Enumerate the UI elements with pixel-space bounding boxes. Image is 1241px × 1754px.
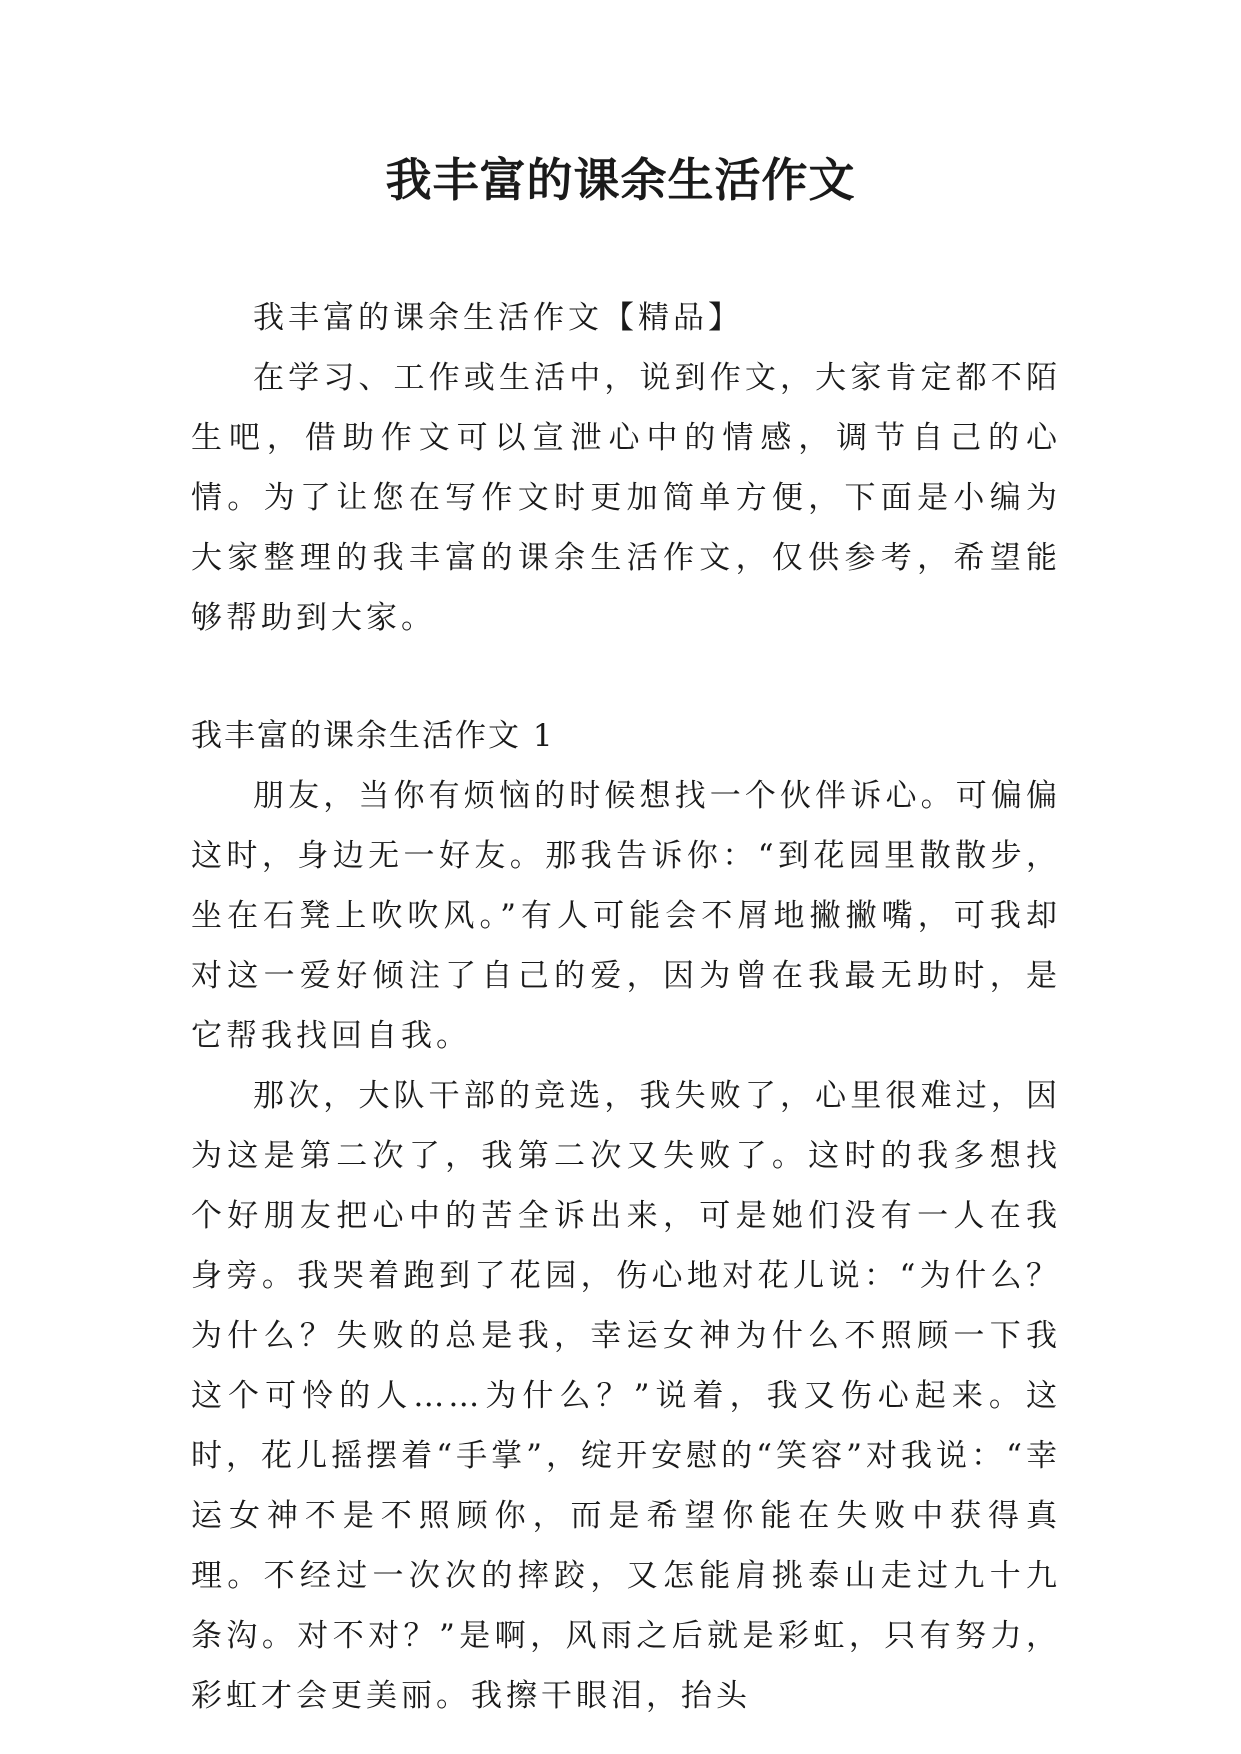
body-paragraph-1: 朋友，当你有烦恼的时候想找一个伙伴诉心。可偏偏这时，身边无一好友。那我告诉你：“到花园里散散步，坐在石凳上吹吹风。”有人可能会不屑地撇撇嘴，可我却对这一爱好倾注了自己的爱，因为曾在我最无助时，是它帮我找回自我。 [191,778,1061,1054]
document-body [191,288,1061,1726]
document-title: 我丰富的课余生活作文 [385,153,856,207]
body-paragraph-2: 那次，大队干部的竞选，我失败了，心里很难过，因为这是第二次了，我第二次又失败了。这时的我多想找个好朋友把心中的苦全诉出来，可是她们没有一人在我身旁。我哭着跑到了花园，伤心地对花儿说：“为什么？为什么？失败的总是我，幸运女神为什么不照顾一下我这个可怜的人……为什么？”说着，我又伤心起来。这时，花儿摇摆着“手掌”，绽开安慰的“笑容”对我说：“幸运女神不是不照顾你，而是希望你能在失败中获得真理。不经过一次次的摔跤，又怎能肩挑泰山走过九十九条沟。对不对？”是啊，风雨之后就是彩虹，只有努力，彩虹才会更美丽。我擦干眼泪，抬头 [191,1078,1061,1714]
document-subtitle: 我丰富的课余生活作文【精品】 [253,300,743,336]
section-heading: 我丰富的课余生活作文 1 [191,718,555,754]
intro-paragraph: 在学习、工作或生活中，说到作文，大家肯定都不陌生吧，借助作文可以宣泄心中的情感，调节自己的心情。为了让您在写作文时更加简单方便，下面是小编为大家整理的我丰富的课余生活作文，仅供参考，希望能够帮助到大家。 [191,360,1061,636]
